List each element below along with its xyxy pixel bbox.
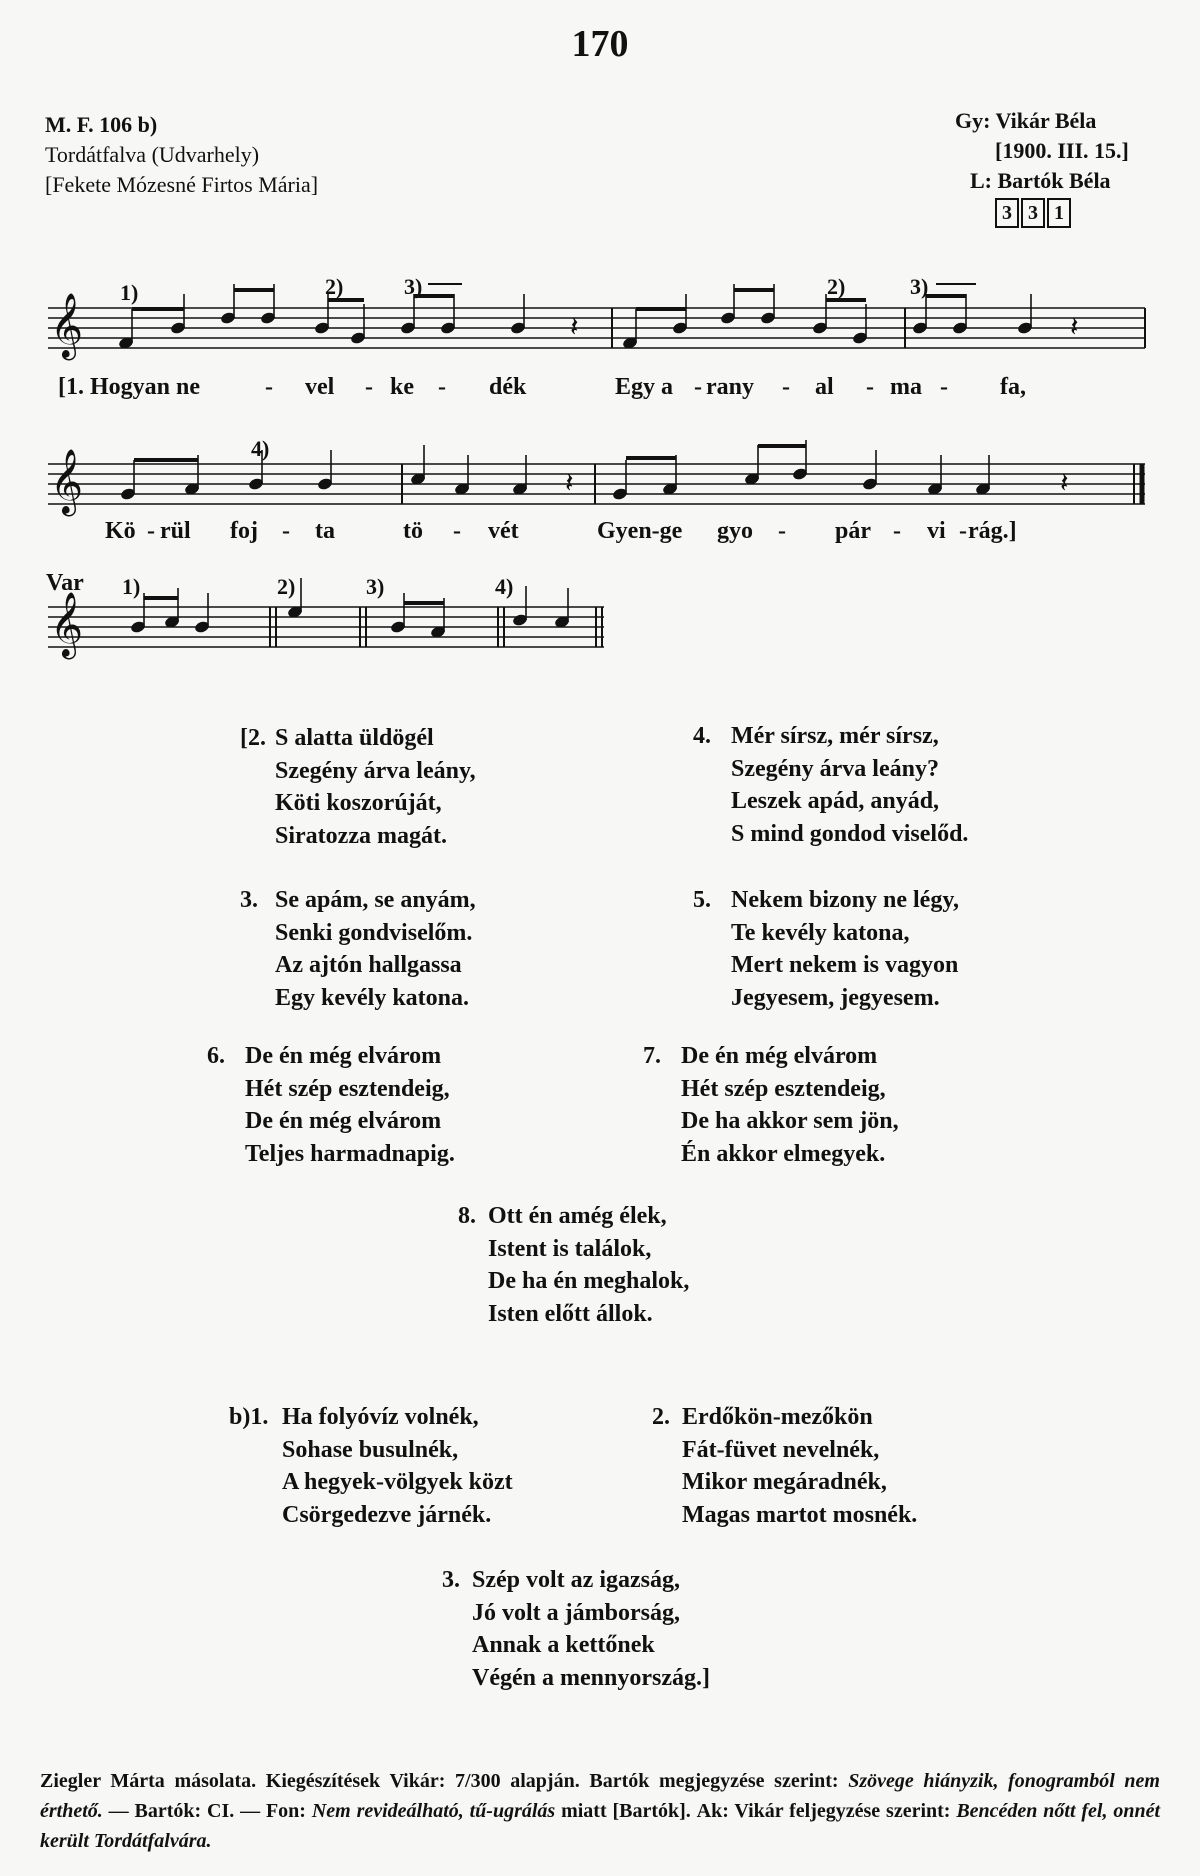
lyric-hyphen: - <box>147 518 155 544</box>
stanza-line: Teljes harmadnapig. <box>245 1140 455 1167</box>
rest-icon: 𝄽 <box>1070 310 1079 343</box>
variant-mark: 1) <box>122 574 141 599</box>
staff-2-lines <box>48 464 1145 504</box>
stanza-line: Végén a mennyország.] <box>472 1664 710 1691</box>
class-box: 3 <box>1021 198 1045 228</box>
stanza-number: 8. <box>458 1203 476 1229</box>
lyric-syllable: ke <box>390 374 414 400</box>
stanza-line: Fát-füvet nevelnék, <box>682 1436 880 1463</box>
stanza-number: 6. <box>207 1043 225 1069</box>
treble-clef-icon: 𝄞 <box>50 592 84 657</box>
stanza-number: 3. <box>442 1567 460 1593</box>
singer: [Fekete Mózesné Firtos Mária] <box>45 172 319 197</box>
stanza-line: Erdőkön-mezőkön <box>682 1404 873 1430</box>
treble-clef-icon: 𝄞 <box>50 293 84 358</box>
lyric-syllable: Gyen-ge <box>597 518 683 544</box>
lyric-syllable: gyo <box>717 518 753 544</box>
lyric-syllable: rany <box>706 374 754 400</box>
stanza-line: Szegény árva leány? <box>731 755 939 782</box>
stanza-number: 5. <box>693 887 711 913</box>
lyrics-staff-1 <box>58 374 1026 400</box>
lyric-syllable: ma <box>890 374 922 400</box>
stanza-line: Hét szép esztendeig, <box>681 1075 886 1102</box>
variant-mark: 3) <box>366 574 385 599</box>
stanza-4 <box>693 720 968 850</box>
stanza-line: Mikor megáradnék, <box>682 1469 887 1495</box>
variant-label: Var <box>46 570 84 596</box>
stanza-line: Én akkor elmegyek. <box>681 1140 886 1167</box>
stanza-8 <box>458 1200 689 1330</box>
stanza-3 <box>240 884 476 1014</box>
variant-mark: 4) <box>251 436 270 461</box>
footer-text: Vikár feljegyzése szerint: <box>728 1800 957 1822</box>
lyric-syllable: vi <box>927 518 946 544</box>
location: Tordátfalva (Udvarhely) <box>45 142 260 167</box>
lyric-hyphen: - <box>959 518 967 544</box>
stanza-line: Mér sírsz, mér sírsz, <box>731 723 939 749</box>
page-number: 170 <box>571 23 629 65</box>
lyric-syllable: vét <box>488 518 519 544</box>
stanza-number: 7. <box>643 1043 661 1069</box>
lyric-syllable: Egy a <box>615 374 674 400</box>
stanza-line: Mert nekem is vagyon <box>731 952 959 978</box>
variant-mark: 4) <box>495 574 514 599</box>
stanza-number: 2. <box>652 1404 670 1430</box>
lyric-syllable: ta <box>315 518 335 544</box>
stanza-b2 <box>652 1401 917 1531</box>
collector: Gy: Vikár Béla <box>955 108 1097 133</box>
stanza-6 <box>207 1040 455 1170</box>
staff-1-lines <box>48 308 1145 348</box>
footer-italic: Szövege hiányzik, fonogramból nem érthető. <box>40 1770 1160 1822</box>
stanza-line: Senki gondviselőm. <box>275 919 473 946</box>
footer-bold: Fon: <box>265 1800 306 1822</box>
stanza-line: Annak a kettőnek <box>472 1632 655 1658</box>
stanza-line: Csörgedezve járnék. <box>282 1501 492 1528</box>
stanza-number: [2. <box>240 725 266 751</box>
stanza-line: Nekem bizony ne légy, <box>731 887 959 913</box>
lyric-hyphen: - <box>438 374 446 400</box>
footer-italic: Nem revideálható, tű-ugrálás <box>311 1800 556 1822</box>
variant-marks-staff-2 <box>251 436 269 461</box>
variant-mark: 1) <box>120 280 139 305</box>
stanza-5 <box>693 884 959 1014</box>
stanza-line: De én még elvárom <box>245 1108 442 1134</box>
rest-icon: 𝄽 <box>570 310 579 343</box>
stanza-line: Se apám, se anyám, <box>275 887 476 913</box>
notes-staff-1 <box>118 284 1079 350</box>
stanza-line: De én még elvárom <box>245 1043 442 1069</box>
footer-text: — Bartók: CI. — <box>102 1800 266 1822</box>
footer-bold: Ak: <box>696 1800 729 1822</box>
stanza-line: Te kevély katona, <box>731 919 910 946</box>
stanza-line: Jó volt a jámborság, <box>472 1599 680 1626</box>
stanza-line: S mind gondod viselőd. <box>731 820 969 847</box>
lyrics-staff-2 <box>105 518 1017 544</box>
lyric-syllable: tö <box>403 518 423 544</box>
footer-text: Ziegler Márta másolata. Kiegészítések Vikár: 7/300 alapján. Bartók megjegyzése szerint: <box>40 1770 849 1792</box>
stanza-line: Magas martot mosnék. <box>682 1501 918 1528</box>
lyric-hyphen: - <box>893 518 901 544</box>
stanza-line: Hét szép esztendeig, <box>245 1075 450 1102</box>
lyric-hyphen: - <box>866 374 874 400</box>
rest-icon: 𝄽 <box>565 466 574 499</box>
stanza-2 <box>240 722 476 852</box>
variant-marks-staff-3 <box>46 570 513 599</box>
variant-mark: 2) <box>277 574 296 599</box>
lyric-hyphen: - <box>940 374 948 400</box>
stanza-line: Siratozza magát. <box>275 822 447 849</box>
stanza-line: Az ajtón hallgassa <box>275 952 462 978</box>
lyric-syllable: fa, <box>1000 374 1026 400</box>
lyric-hyphen: - <box>778 518 786 544</box>
lyric-hyphen: - <box>265 374 273 400</box>
lyric-hyphen: - <box>782 374 790 400</box>
stanza-number: 3. <box>240 887 258 913</box>
stanza-line: Egy kevély katona. <box>275 984 470 1011</box>
lyric-hyphen: - <box>282 518 290 544</box>
stanza-line: A hegyek-völgyek közt <box>282 1469 513 1495</box>
stanza-line: Ott én amég élek, <box>488 1203 667 1229</box>
stanza-line: S alatta üldögél <box>275 725 434 751</box>
footer-text: miatt [Bartók]. <box>555 1800 697 1822</box>
lyric-syllable: rág.] <box>968 518 1017 544</box>
lyric-syllable: rül <box>160 518 191 544</box>
stanza-line: Isten előtt állok. <box>488 1300 653 1327</box>
footer-italic: Bencéden nőtt fel, onnét került Tordátfalvára. <box>40 1800 1161 1852</box>
music-notation <box>0 0 1200 700</box>
class-box: 1 <box>1047 198 1071 228</box>
collection-date: [1900. III. 15.] <box>995 138 1129 163</box>
stanza-7 <box>643 1040 899 1170</box>
stanza-number: 4. <box>693 723 711 749</box>
stanza-line: Leszek apád, anyád, <box>731 788 940 814</box>
lyric-syllable: foj <box>230 518 258 544</box>
collection-id: M. F. 106 b) <box>45 112 158 137</box>
stanza-b1 <box>229 1401 513 1531</box>
lyric-syllable: al <box>815 374 834 400</box>
variant-mark: 2) <box>325 274 344 299</box>
treble-clef-icon: 𝄞 <box>50 449 84 514</box>
stanza-line: Jegyesem, jegyesem. <box>731 984 940 1011</box>
stanza-line: Sohase busulnék, <box>282 1436 459 1463</box>
variant-mark: 3) <box>404 274 423 299</box>
lyric-hyphen: - <box>694 374 702 400</box>
lyric-syllable: dék <box>489 374 527 400</box>
stanza-line: Ha folyóvíz volnék, <box>282 1404 479 1430</box>
lyric-syllable: vel <box>305 374 335 400</box>
stanza-line: De én még elvárom <box>681 1043 878 1069</box>
lyric-hyphen: - <box>453 518 461 544</box>
footer-notes <box>40 1766 1160 1856</box>
lyric-syllable: [1. Hogyan ne <box>58 374 201 400</box>
stanza-line: Istent is találok, <box>488 1235 652 1262</box>
stanza-line: Szép volt az igazság, <box>472 1567 680 1593</box>
stanza-line: De ha akkor sem jön, <box>681 1108 899 1134</box>
lyric-hyphen: - <box>365 374 373 400</box>
stanza-line: Szegény árva leány, <box>275 757 476 784</box>
lyric-syllable: pár <box>835 518 871 544</box>
stanza-b3 <box>442 1564 710 1694</box>
rest-icon: 𝄽 <box>1060 466 1069 499</box>
stanza-line: De ha én meghalok, <box>488 1268 690 1294</box>
transcriber: L: Bartók Béla <box>970 168 1111 193</box>
class-box: 3 <box>995 198 1019 228</box>
variant-mark: 2) <box>827 274 846 299</box>
variant-mark: 3) <box>910 274 929 299</box>
stanza-line: Köti koszorúját, <box>275 790 442 816</box>
stanza-number: b)1. <box>229 1404 269 1430</box>
lyric-syllable: Kö <box>105 518 136 544</box>
